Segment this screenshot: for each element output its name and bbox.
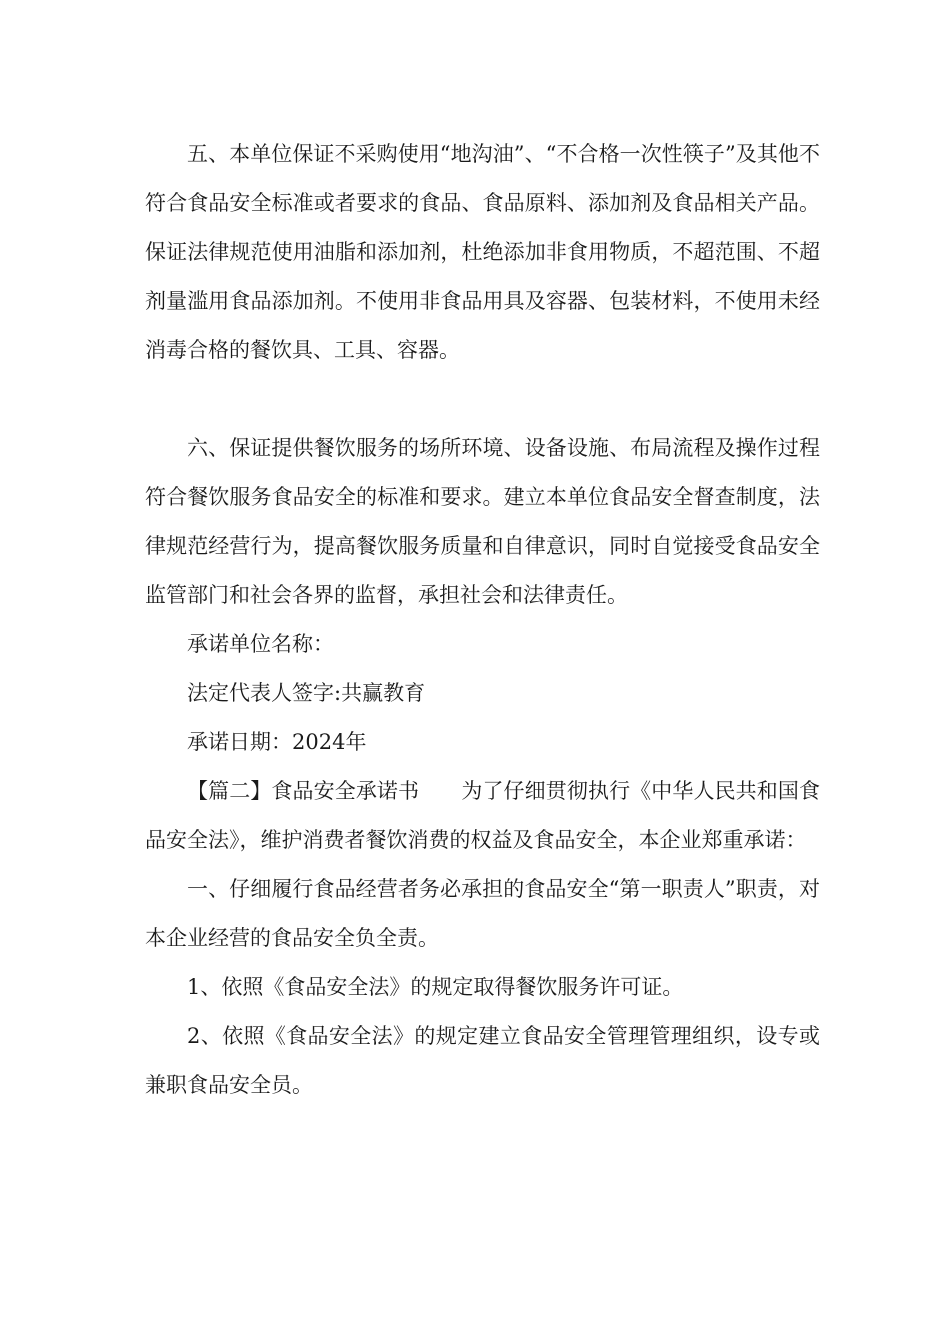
signature-line: 法定代表人签字:共赢教育: [187, 681, 426, 705]
item-one: 一、仔细履行食品经营者务必承担的食品安全“第一职责人”职责，对本企业经营的食品安全负全责。: [145, 877, 820, 950]
paragraph-gap: [145, 375, 820, 424]
unit-name-line: 承诺单位名称：: [187, 632, 334, 656]
paragraph-six: 六、保证提供餐饮服务的场所环境、设备设施、布局流程及操作过程符合餐饮服务食品安全的标准和要求。建立本单位食品安全督查制度，法律规范经营行为，提高餐饮服务质量和自律意识，同时自觉接受食品安全监管部门和社会各界的监督，承担社会和法律责任。: [145, 436, 820, 607]
item-one-sub-1: 1、依照《食品安全法》的规定取得餐饮服务许可证。: [187, 975, 684, 999]
part-two-intro: 【篇二】食品安全承诺书 为了仔细贯彻执行《中华人民共和国食品安全法》，维护消费者餐饮消费的权益及食品安全，本企业郑重承诺：: [145, 779, 820, 852]
item-one-sub-2: 2、依照《食品安全法》的规定建立食品安全管理管理组织，设专或兼职食品安全员。: [145, 1024, 820, 1097]
document-body: [145, 130, 820, 1110]
date-line: 承诺日期：2024年: [187, 730, 367, 754]
paragraph-five: 五、本单位保证不采购使用“地沟油”、“不合格一次性筷子”及其他不符合食品安全标准或者要求的食品、食品原料、添加剂及食品相关产品。保证法律规范使用油脂和添加剂，杜绝添加非食用物质，不超范围、不超剂量滥用食品添加剂。不使用非食品用具及容器、包装材料，不使用未经消毒合格的餐饮具、工具、容器。: [145, 142, 820, 362]
